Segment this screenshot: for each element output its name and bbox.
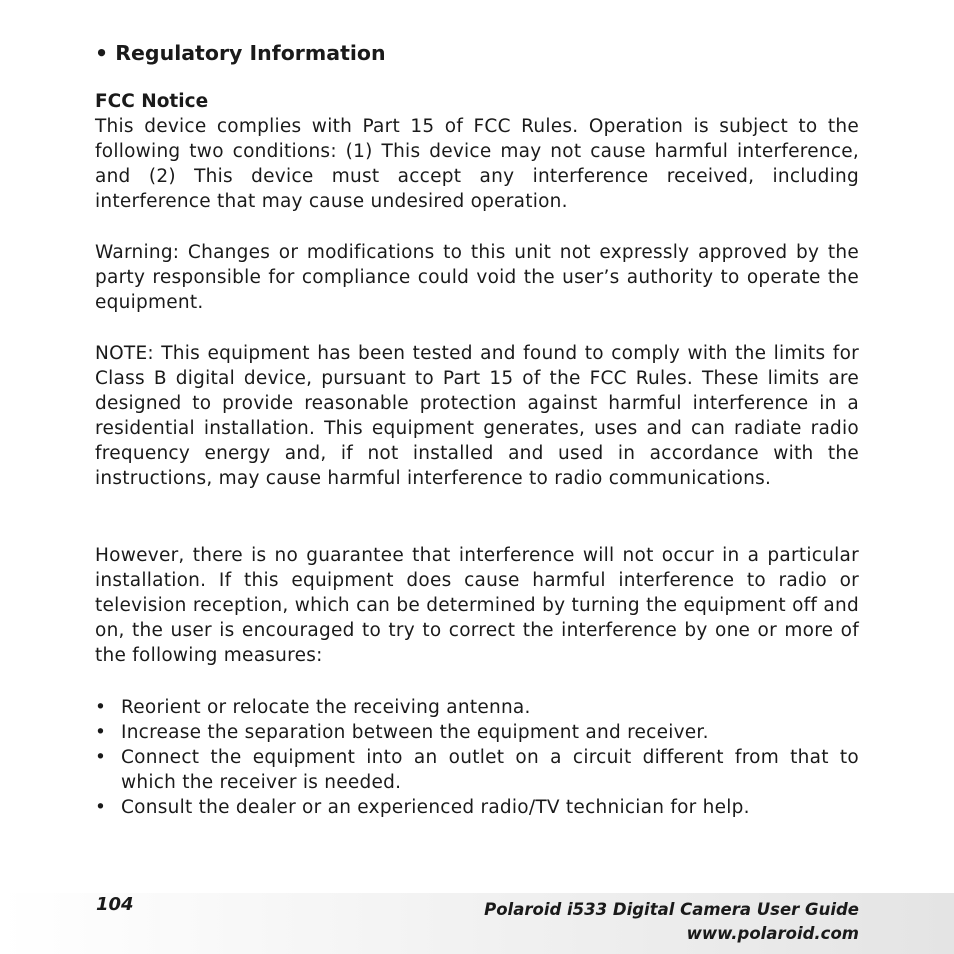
bullet-icon: • bbox=[95, 697, 107, 718]
bullet-icon: • bbox=[95, 747, 107, 769]
list-item bbox=[95, 720, 859, 745]
list-item-text: Reorient or relocate the receiving antenna. bbox=[121, 697, 531, 718]
list-item bbox=[95, 795, 859, 820]
list-item-text: Consult the dealer or an experienced radio/TV technician for help. bbox=[121, 797, 750, 819]
fcc-notice-heading: FCC Notice bbox=[95, 91, 209, 112]
paragraph-guarantee: However, there is no guarantee that interference will not occur in a particular installation. If this equipment does cause harmful interference to radio or television reception, which can be determined by turning the equipment off and on, the user is encouraged to try to correct the interference by one or more of the following measures: bbox=[95, 545, 859, 667]
section-heading: • Regulatory Information bbox=[95, 41, 386, 65]
list-item-text: Connect the equipment into an outlet on a circuit different from that to which the receiver is needed. bbox=[121, 747, 859, 794]
bullet-icon: • bbox=[95, 722, 107, 744]
paragraph-note: NOTE: This equipment has been tested and found to comply with the limits for Class B digital device, pursuant to Part 15 of the FCC Rules. These limits are designed to provide reasonable protection against harmful interference in a residential installation. This equipment generates, uses and can radiate radio frequency energy and, if not installed and used in accordance with the instructions, may cause harmful interference to radio communications. bbox=[95, 343, 859, 490]
footer-url: www.polaroid.com bbox=[686, 924, 859, 943]
paragraph-compliance: This device complies with Part 15 of FCC Rules. Operation is subject to the following two conditions: (1) This device may not cause harmful interference, and (2) This device must accept any interference received, including interference that may cause undesired operation. bbox=[95, 116, 859, 213]
paragraph-warning: Warning: Changes or modifications to this unit not expressly approved by the party responsible for compliance could void the user’s authority to operate the equipment. bbox=[95, 242, 859, 314]
measures-list bbox=[95, 695, 859, 820]
list-item-text: Increase the separation between the equipment and receiver. bbox=[121, 722, 709, 744]
list-item bbox=[95, 695, 859, 720]
bullet-icon: • bbox=[95, 797, 107, 819]
footer-guide-title: Polaroid i533 Digital Camera User Guide bbox=[484, 900, 859, 919]
page-number: 104 bbox=[96, 894, 134, 915]
list-item bbox=[95, 745, 859, 795]
